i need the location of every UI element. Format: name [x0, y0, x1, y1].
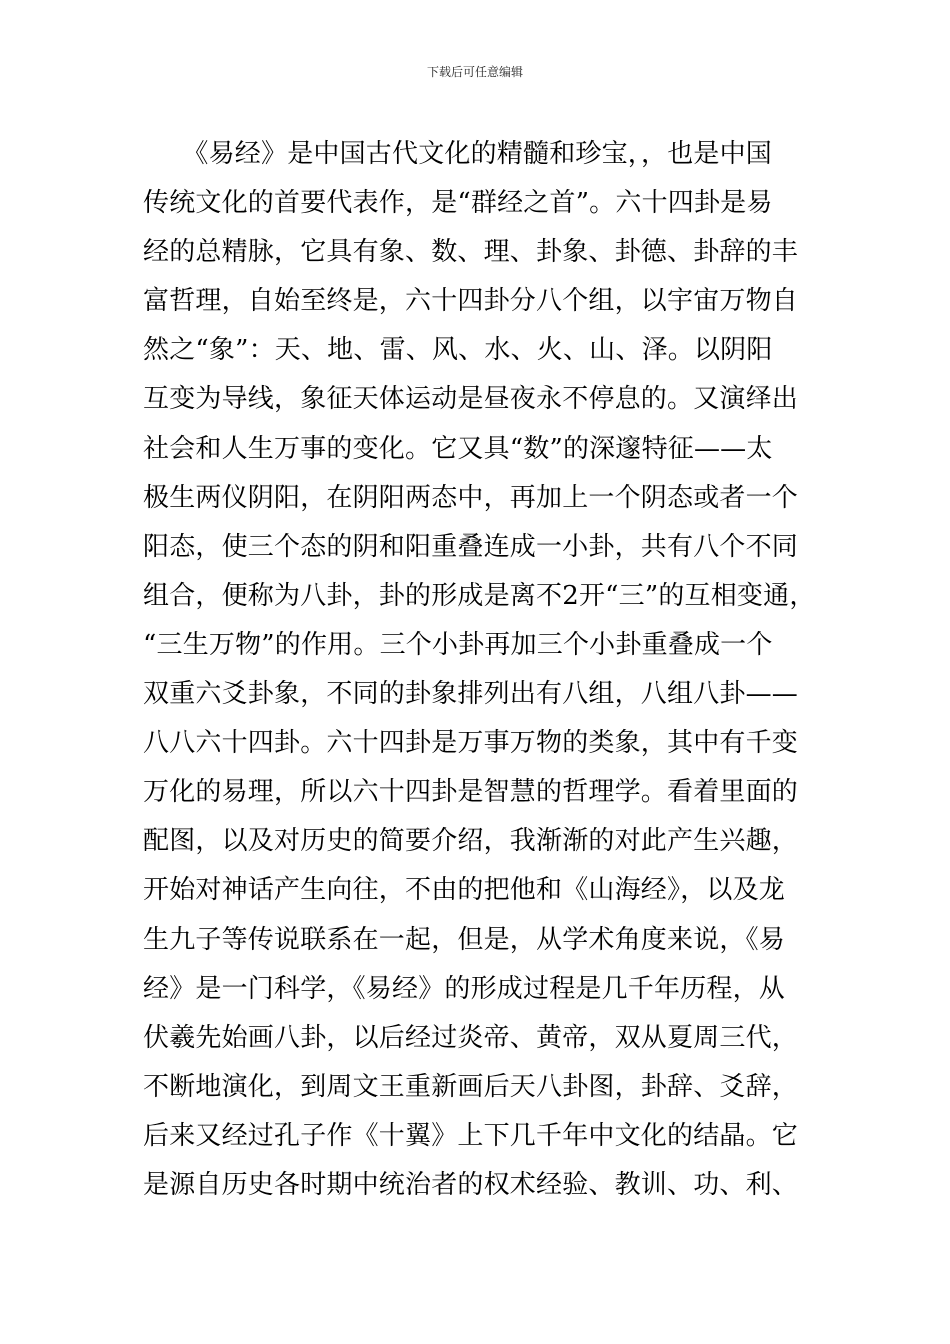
text-line: “三生万物”的作用。三个小卦再加三个小卦重叠成一个 — [143, 629, 773, 660]
text-line: 经》是一门科学，《易经》的形成过程是几千年历程，从 — [143, 973, 786, 1004]
text-line: 八八六十四卦。六十四卦是万事万物的类象，其中有千变 — [143, 728, 799, 759]
header-note: 下载后可任意编辑 — [426, 65, 523, 79]
text-line: 传统文化的首要代表作，是“群经之首”。六十四卦是易 — [143, 188, 773, 219]
text-line: 阳态，使三个态的阴和阳重叠连成一小卦，共有八个不同 — [143, 531, 799, 562]
text-line: 《易经》是中国古代文化的精髓和珍宝，，也是中国 — [143, 139, 773, 169]
text-line: 万化的易理，所以六十四卦是智慧的哲理学。看着里面的 — [143, 777, 799, 808]
text-line: 经的总精脉，它具有象、数、理、卦象、卦德、卦辞的丰 — [143, 237, 799, 268]
text-line: 社会和人生万事的变化。它又具“数”的深邃特征——太 — [143, 433, 773, 464]
text-line: 富哲理，自始至终是，六十四卦分八个组，以宇宙万物自 — [143, 286, 799, 317]
text-line: 然之“象”：天、地、雷、风、水、火、山、泽。以阴阳 — [143, 335, 773, 366]
text-line: 伏羲先始画八卦，以后经过炎帝、黄帝，双从夏周三代， — [143, 1022, 799, 1053]
text-line: 配图，以及对历史的简要介绍，我渐渐的对此产生兴趣， — [143, 826, 799, 857]
text-line: 生九子等传说联系在一起，但是，从学术角度来说，《易 — [143, 924, 786, 955]
text-line: 双重六爻卦象，不同的卦象排列出有八组，八组八卦—— — [143, 679, 799, 710]
text-line: 开始对神话产生向往，不由的把他和《山海经》，以及龙 — [143, 875, 786, 906]
text-line: 后来又经过孔子作《十翼》上下几千年中文化的结晶。它 — [143, 1120, 799, 1151]
text-line: 是源自历史各时期中统治者的权术经验、教训、功、利、 — [143, 1169, 799, 1200]
text-line: 组合，便称为八卦，卦的形成是离不2开“三”的互相变通， — [143, 580, 816, 611]
body-paragraph — [143, 130, 816, 1210]
text-line: 互变为导线，象征天体运动是昼夜永不停息的。又演绎出 — [143, 384, 799, 415]
text-line: 极生两仪阴阳，在阴阳两态中，再加上一个阴态或者一个 — [143, 482, 799, 513]
text-line: 不断地演化，到周文王重新画后天八卦图，卦辞、爻辞， — [143, 1071, 799, 1102]
